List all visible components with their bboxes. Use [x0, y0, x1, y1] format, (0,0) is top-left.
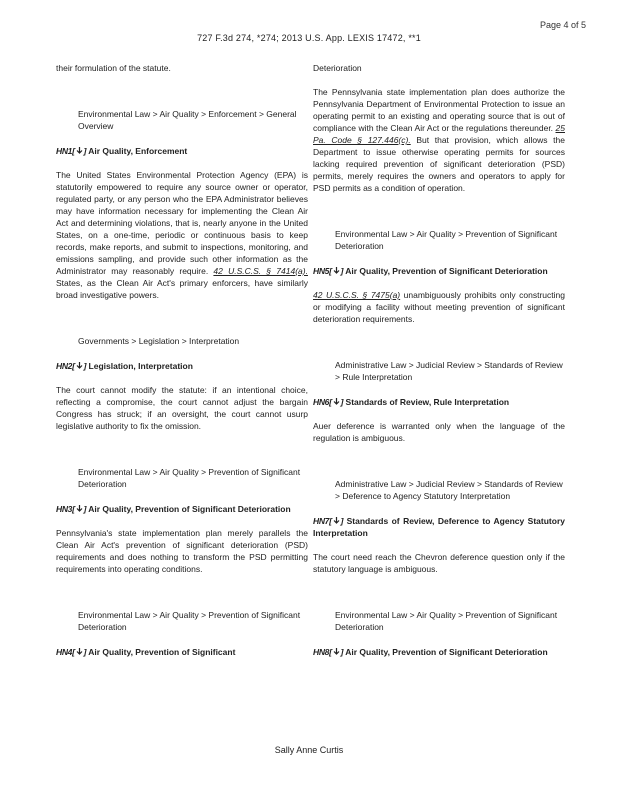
headnote-tag[interactable]: HN1[ ]: [56, 146, 87, 156]
jump-arrow-icon: [332, 647, 341, 656]
headnote-tag[interactable]: HN5[ ]: [313, 266, 344, 276]
jump-arrow-icon: [75, 647, 84, 656]
page-footer: Sally Anne Curtis: [274, 745, 344, 755]
headnote-heading: HN7[ ] Standards of Review, Deference to Agency Statutory Interpretation: [313, 516, 565, 538]
headnote-tag[interactable]: HN3[ ]: [56, 504, 87, 514]
topic-path[interactable]: Governments > Legislation > Interpretation: [78, 336, 240, 346]
headnote-text: The United States Environmental Protection Agency (EPA) is statutorily empowered to require any source owner or operator, regulated party, or any person who the EPA Administrator believes may have information necessary for implementing the Clean Air Act and determining violations, that is, nearly anyone in the United States, on a one-time, periodic or continuous basis to keep records, make reports, and submit to inspections, monitoring, and emissions sampling, and provide such other information as the Administrator may reasonably require. 42 U.S.C.S. § 7414(a). States, as the Clean Air Act's primary enforcers, have similarly broad investigative powers.: [56, 170, 308, 300]
headnote-heading: HN3[ ] Air Quality, Prevention of Significant Deterioration: [56, 504, 291, 514]
jump-arrow-icon: [75, 146, 84, 155]
topic-path[interactable]: Administrative Law > Judicial Review > Standards of Review > Rule Interpretation: [335, 360, 563, 382]
jump-arrow-icon: [332, 397, 341, 406]
headnote-heading: HN4[ ] Air Quality, Prevention of Significant: [56, 647, 236, 657]
headnote-heading: HN2[ ] Legislation, Interpretation: [56, 361, 193, 371]
headnote-text: Auer deference is warranted only when the language of the regulation is ambiguous.: [313, 421, 565, 443]
headnote-heading: HN5[ ] Air Quality, Prevention of Significant Deterioration: [313, 266, 548, 276]
citation-link[interactable]: 42 U.S.C.S. § 7414(a).: [213, 266, 308, 276]
right-column: [313, 62, 565, 658]
page-number: Page 4 of 5: [539, 20, 586, 30]
jump-arrow-icon: [332, 266, 341, 275]
headnote-heading: HN1[ ] Air Quality, Enforcement: [56, 146, 188, 156]
topic-path[interactable]: Environmental Law > Air Quality > Prevention of Significant Deterioration: [335, 610, 558, 632]
jump-arrow-icon: [332, 516, 341, 525]
headnote-tag[interactable]: HN4[ ]: [56, 647, 87, 657]
left-column: [56, 62, 308, 658]
citation-link[interactable]: 42 U.S.C.S. § 7475(a): [313, 290, 401, 300]
headnote-tag[interactable]: HN7[ ]: [313, 516, 344, 526]
jump-arrow-icon: [75, 361, 84, 370]
headnote-text: The court need reach the Chevron deference question only if the statutory language is ambiguous.: [313, 552, 565, 574]
citation-header: 727 F.3d 274, *274; 2013 U.S. App. LEXIS 17472, **1: [197, 33, 421, 43]
citation-link[interactable]: 25 Pa. Code § 127.446(c).: [313, 123, 565, 145]
headnote-text: The court cannot modify the statute: if an intentional choice, reflecting a compromise, the court cannot adjust the bargain Congress has struck; if an oversight, the court cannot usurp legislative authority to fix the omission.: [56, 385, 308, 431]
topic-path[interactable]: Environmental Law > Air Quality > Enforcement > General Overview: [78, 109, 297, 131]
topic-path[interactable]: Administrative Law > Judicial Review > Standards of Review > Deference to Agency Statutory Interpretation: [335, 479, 563, 501]
headnote-tag[interactable]: HN2[ ]: [56, 361, 87, 371]
jump-arrow-icon: [75, 504, 84, 513]
headnote-text: Pennsylvania's state implementation plan merely parallels the Clean Air Act's prevention of significant deterioration (PSD) requirements and does nothing to transform the PSD permitting requirements into operating conditions.: [56, 528, 308, 574]
headnote-tag[interactable]: HN6[ ]: [313, 397, 344, 407]
body-paragraph: The Pennsylvania state implementation plan does authorize the Pennsylvania Department of Environmental Protection to issue an operating permit to an existing and operating source that is out of compliance with the Clean Air Act or the regulations thereunder. 25 Pa. Code § 127.446(c). But that provision, which allows the Department to issue otherwise operating permits for sources lacking required prevention of significant deterioration (PSD) permits, merely requires the owners and operators to apply for PSD permits as a condition of operation.: [313, 87, 565, 193]
headnote-heading: HN8[ ] Air Quality, Prevention of Significant Deterioration: [313, 647, 548, 657]
topic-path[interactable]: Environmental Law > Air Quality > Prevention of Significant Deterioration: [78, 610, 301, 632]
headnote-text: 42 U.S.C.S. § 7475(a) unambiguously prohibits only constructing or modifying a facility without meeting prevention of significant deterioration requirements.: [313, 290, 565, 324]
intro-text: their formulation of the statute.: [56, 63, 171, 73]
headnote-tag[interactable]: HN8[ ]: [313, 647, 344, 657]
topic-path[interactable]: Environmental Law > Air Quality > Prevention of Significant Deterioration: [335, 229, 558, 251]
topic-path[interactable]: Environmental Law > Air Quality > Prevention of Significant Deterioration: [78, 467, 301, 489]
headnote-heading: HN6[ ] Standards of Review, Rule Interpretation: [313, 397, 510, 407]
continued-heading: Deterioration: [313, 63, 362, 73]
